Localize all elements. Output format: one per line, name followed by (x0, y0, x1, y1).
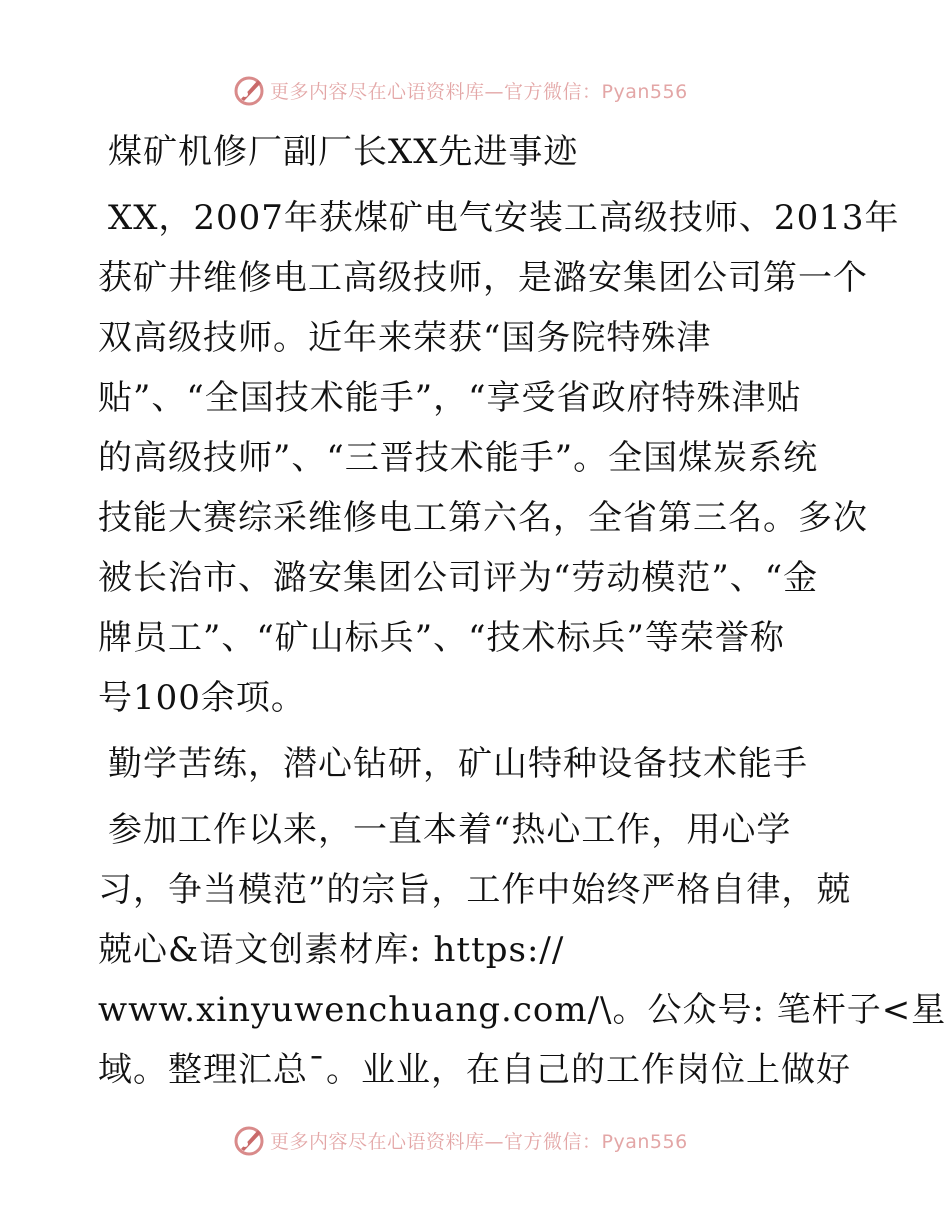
paragraph-line: 域。整理汇总¯。业业，在自己的工作岗位上做好 (98, 1050, 851, 1090)
paragraph-line: XX，2007年获煤矿电气安装工高级技师、2013年 (108, 198, 900, 238)
footer-watermark-banner (232, 1122, 688, 1158)
document-body (98, 122, 947, 1100)
brush-logo-icon (232, 73, 266, 107)
paragraph-line: 参加工作以来，一直本着“热心工作，用心学 (108, 810, 792, 850)
document-title: 煤矿机修厂副厂长XX先进事迹 (108, 132, 579, 172)
section-heading: 勤学苦练，潜心钻研，矿山特种设备技术能手 (108, 744, 808, 784)
paragraph-line: 获矿井维修电工高级技师，是潞安集团公司第一个 (98, 258, 868, 298)
watermark-text: 更多内容尽在心语资料库—官方微信：Pyan556 (270, 1130, 688, 1153)
paragraph-line: 被长治市、潞安集团公司评为“劳动模范”、“金 (98, 558, 819, 598)
paragraph-line: 牌员工”、“矿山标兵”、“技术标兵”等荣誉称 (98, 618, 785, 658)
paragraph-line: 双高级技师。近年来荣获“国务院特殊津 (98, 318, 712, 358)
paragraph-line: 兢心&语文创素材库: https:// (98, 930, 565, 970)
watermark-text: 更多内容尽在心语资料库—官方微信：Pyan556 (270, 80, 688, 103)
header-watermark-banner (232, 72, 688, 108)
brush-logo-icon (232, 1123, 266, 1157)
paragraph-line: www.xinyuwenchuang.com/\。公众号: 笔杆子<星 (98, 990, 947, 1030)
paragraph-line: 号100余项。 (98, 678, 306, 718)
paragraph-line: 的高级技师”、“三晋技术能手”。全国煤炭系统 (98, 438, 819, 478)
paragraph-line: 技能大赛综采维修电工第六名，全省第三名。多次 (98, 498, 868, 538)
paragraph-line: 习，争当模范”的宗旨，工作中始终严格自律，兢 (98, 870, 852, 910)
paragraph-line: 贴”、“全国技术能手”，“享受省政府特殊津贴 (98, 378, 802, 418)
